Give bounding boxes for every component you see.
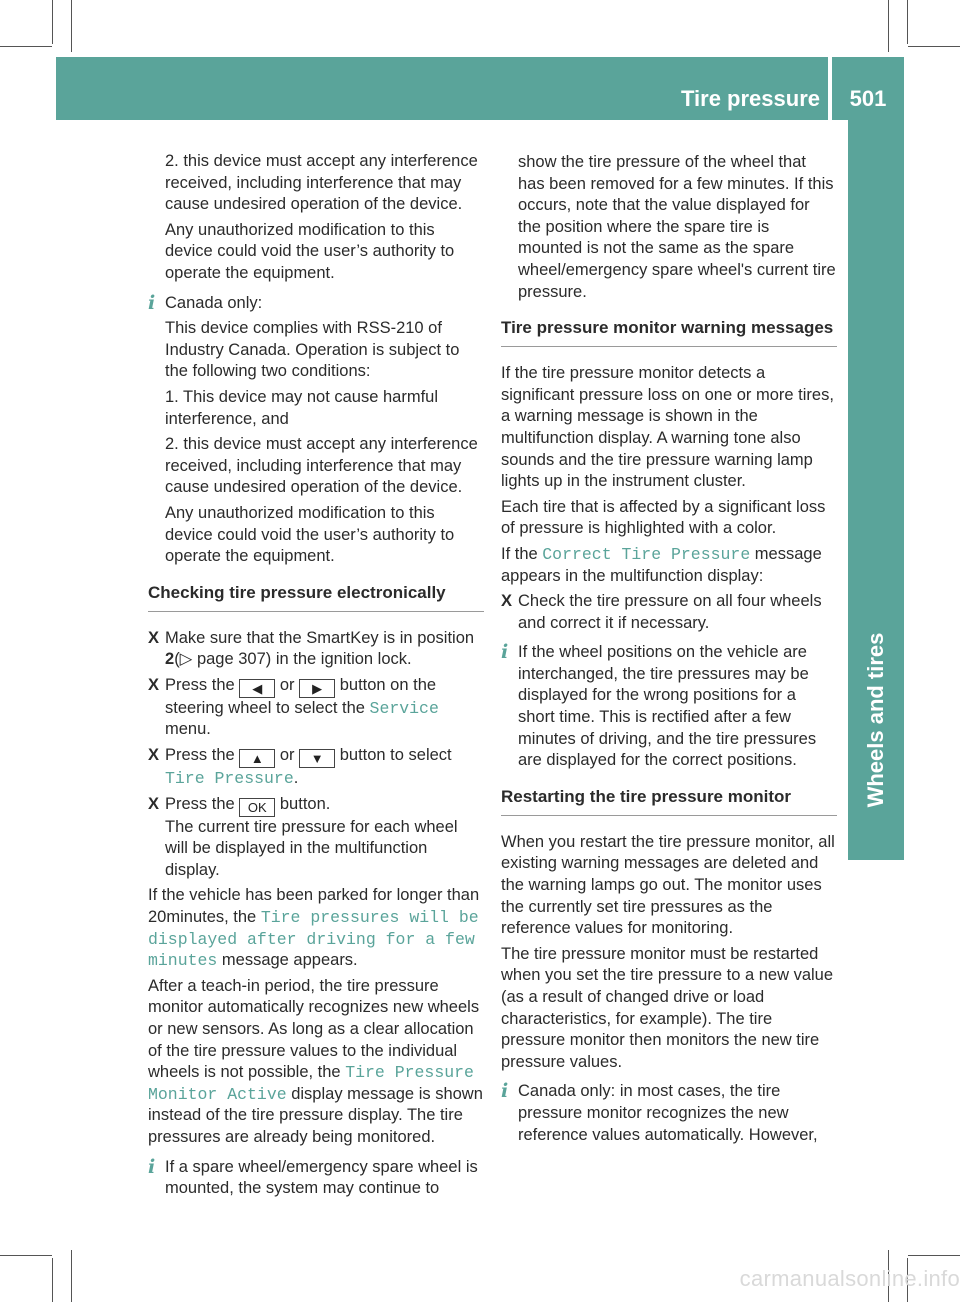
display-message: Tire Pressure xyxy=(165,769,294,789)
paragraph: When you restart the tire pressure monitor, all existing warning messages are deleted and the warning lamps go out. The monitor uses the currently set tire pressures as the reference values for monitoring. xyxy=(501,832,835,938)
page-number: 501 xyxy=(849,86,887,111)
paragraph-text: If the vehicle has been parked for longer than 20minutes, the xyxy=(148,886,480,927)
paragraph: Any unauthorized modification to this device could void the user’s authority to operate the equipment. xyxy=(165,503,455,566)
paragraph-text: message appears. xyxy=(217,951,358,970)
crop-mark xyxy=(888,0,889,52)
side-tab-marker xyxy=(848,818,904,860)
step-text: Press the xyxy=(165,746,240,765)
crop-mark xyxy=(71,1250,72,1302)
step-arrow-icon: X xyxy=(148,628,160,647)
step-text: or xyxy=(275,746,300,765)
step-result: The current tire pressure for each wheel will be displayed in the multifunction display. xyxy=(165,817,458,879)
step-text: Press the xyxy=(165,675,240,694)
step-text: menu. xyxy=(165,720,211,739)
info-title: Canada only: xyxy=(165,293,263,312)
paragraph: The tire pressure monitor must be restarted when you set the tire pressure to a new value (as a result of changed drive or load characteristics, for example). The tire pressure monitor then monitors the new tire pressure values. xyxy=(501,944,834,1071)
step-arrow-icon: X xyxy=(148,794,160,813)
info-note xyxy=(501,1081,837,1146)
crop-mark xyxy=(907,0,908,44)
crop-mark xyxy=(0,1255,52,1256)
step-item xyxy=(148,794,484,882)
crop-mark xyxy=(908,46,960,47)
info-note xyxy=(148,1157,484,1200)
down-arrow-key-icon: ▼ xyxy=(299,749,335,768)
step-text: . xyxy=(293,769,299,788)
display-message: Tire Pressure Monitor Active xyxy=(148,1063,474,1104)
paragraph: Canada only: in most cases, the tire pressure monitor recognizes the new reference values automatically. However, xyxy=(518,1082,818,1144)
crop-mark xyxy=(908,1255,960,1256)
paragraph-text: display message is shown instead of the tire pressure display. The tire pressures are already being monitored. xyxy=(148,1084,483,1146)
crop-mark xyxy=(52,1258,53,1302)
step-text: Press the xyxy=(165,794,240,813)
header-separator xyxy=(828,57,832,120)
paragraph: Any unauthorized modification to this device could void the user’s authority to operate the equipment. xyxy=(165,220,455,282)
ok-key-icon: OK xyxy=(239,798,275,817)
paragraph-text: After a teach-in period, the tire pressure monitor automatically recognizes new wheels or new sensors. As long as a clear allocation of the tire pressure values to the individual wheels is not possible, the xyxy=(148,976,480,1082)
step-item xyxy=(501,591,837,634)
step-text: Check the tire pressure on all four wheels and correct it if necessary. xyxy=(518,592,822,632)
info-icon: i xyxy=(501,1080,509,1103)
display-message: Service xyxy=(369,698,439,718)
paragraph-text: message appears in the multifunction display: xyxy=(501,544,822,585)
step-text: or xyxy=(275,675,300,694)
paragraph: Each tire that is affected by a significant loss of pressure is highlighted with a color. xyxy=(501,497,826,538)
step-text: button. xyxy=(275,794,331,813)
up-arrow-key-icon: ▲ xyxy=(239,749,275,768)
paragraph: If the wheel positions on the vehicle are interchanged, the tire pressures may be displayed for the wrong positions for a short time. This is rectified after a few minutes of driving, and the tire pressures are displayed for the correct positions. xyxy=(518,643,817,770)
step-arrow-icon: X xyxy=(148,746,160,765)
info-icon: i xyxy=(148,291,156,314)
page-title: Tire pressure xyxy=(680,86,820,111)
step-arrow-icon: X xyxy=(501,592,513,611)
crop-mark xyxy=(71,0,72,52)
step-item xyxy=(148,628,484,671)
step-text-bold: 2 xyxy=(165,650,175,669)
paragraph xyxy=(148,885,484,971)
info-icon: i xyxy=(501,641,509,664)
section-heading: Restarting the tire pressure monitor xyxy=(501,786,837,816)
right-arrow-key-icon: ▶ xyxy=(299,679,335,698)
step-arrow-icon: X xyxy=(148,675,160,694)
section-heading: Tire pressure monitor warning messages xyxy=(501,317,837,347)
paragraph xyxy=(501,544,837,587)
left-column xyxy=(148,151,484,1200)
step-text: Make sure that the SmartKey is in position xyxy=(165,628,475,647)
info-note xyxy=(501,642,837,772)
paragraph: show the tire pressure of the wheel that has been removed for a few minutes. If this occurs, note that the value displayed for the position where the spare tire is mounted is not the same as the spare wheel/emergency spare wheel's current tire pressure. xyxy=(518,153,836,301)
paragraph: 2. this device must accept any interference received, including interference that may cause undesired operation of the device. xyxy=(165,435,478,497)
step-item xyxy=(148,745,484,790)
section-heading: Checking tire pressure electronically xyxy=(148,582,484,612)
watermark: carmanualsonline.info xyxy=(739,1266,960,1291)
paragraph: 2. this device must accept any interference received, including interference that may cause undesired operation of the device. xyxy=(165,152,478,214)
paragraph: 1. This device may not cause harmful interference, and xyxy=(165,387,438,428)
crop-mark xyxy=(52,0,53,44)
paragraph: This device complies with RSS-210 of Industry Canada. Operation is subject to the following two conditions: xyxy=(165,319,460,381)
info-note xyxy=(148,293,484,568)
crop-mark xyxy=(0,46,52,47)
right-column xyxy=(501,152,837,1146)
step-text: button to select xyxy=(335,746,452,765)
paragraph: If the tire pressure monitor detects a significant pressure loss on one or more tires, a warning message is shown in the multifunction display. A warning tone also sounds and the tire pressure warning lamp lights up in the instrument cluster. xyxy=(501,364,834,491)
left-arrow-key-icon: ◀ xyxy=(239,679,275,698)
info-icon: i xyxy=(148,1155,156,1178)
step-text: (▷ page 307) in the ignition lock. xyxy=(174,650,412,669)
side-tab-label: Wheels and tires xyxy=(863,632,888,808)
step-text: button on the steering wheel to select the xyxy=(165,675,437,717)
display-message: Correct Tire Pressure xyxy=(542,544,751,564)
paragraph xyxy=(148,976,484,1149)
paragraph: If a spare wheel/emergency spare wheel is mounted, the system may continue to xyxy=(165,1157,478,1198)
step-item xyxy=(148,675,484,741)
display-message: Tire pressures will be displayed after driving for a few minutes xyxy=(148,908,479,971)
paragraph-text: If the xyxy=(501,544,543,563)
